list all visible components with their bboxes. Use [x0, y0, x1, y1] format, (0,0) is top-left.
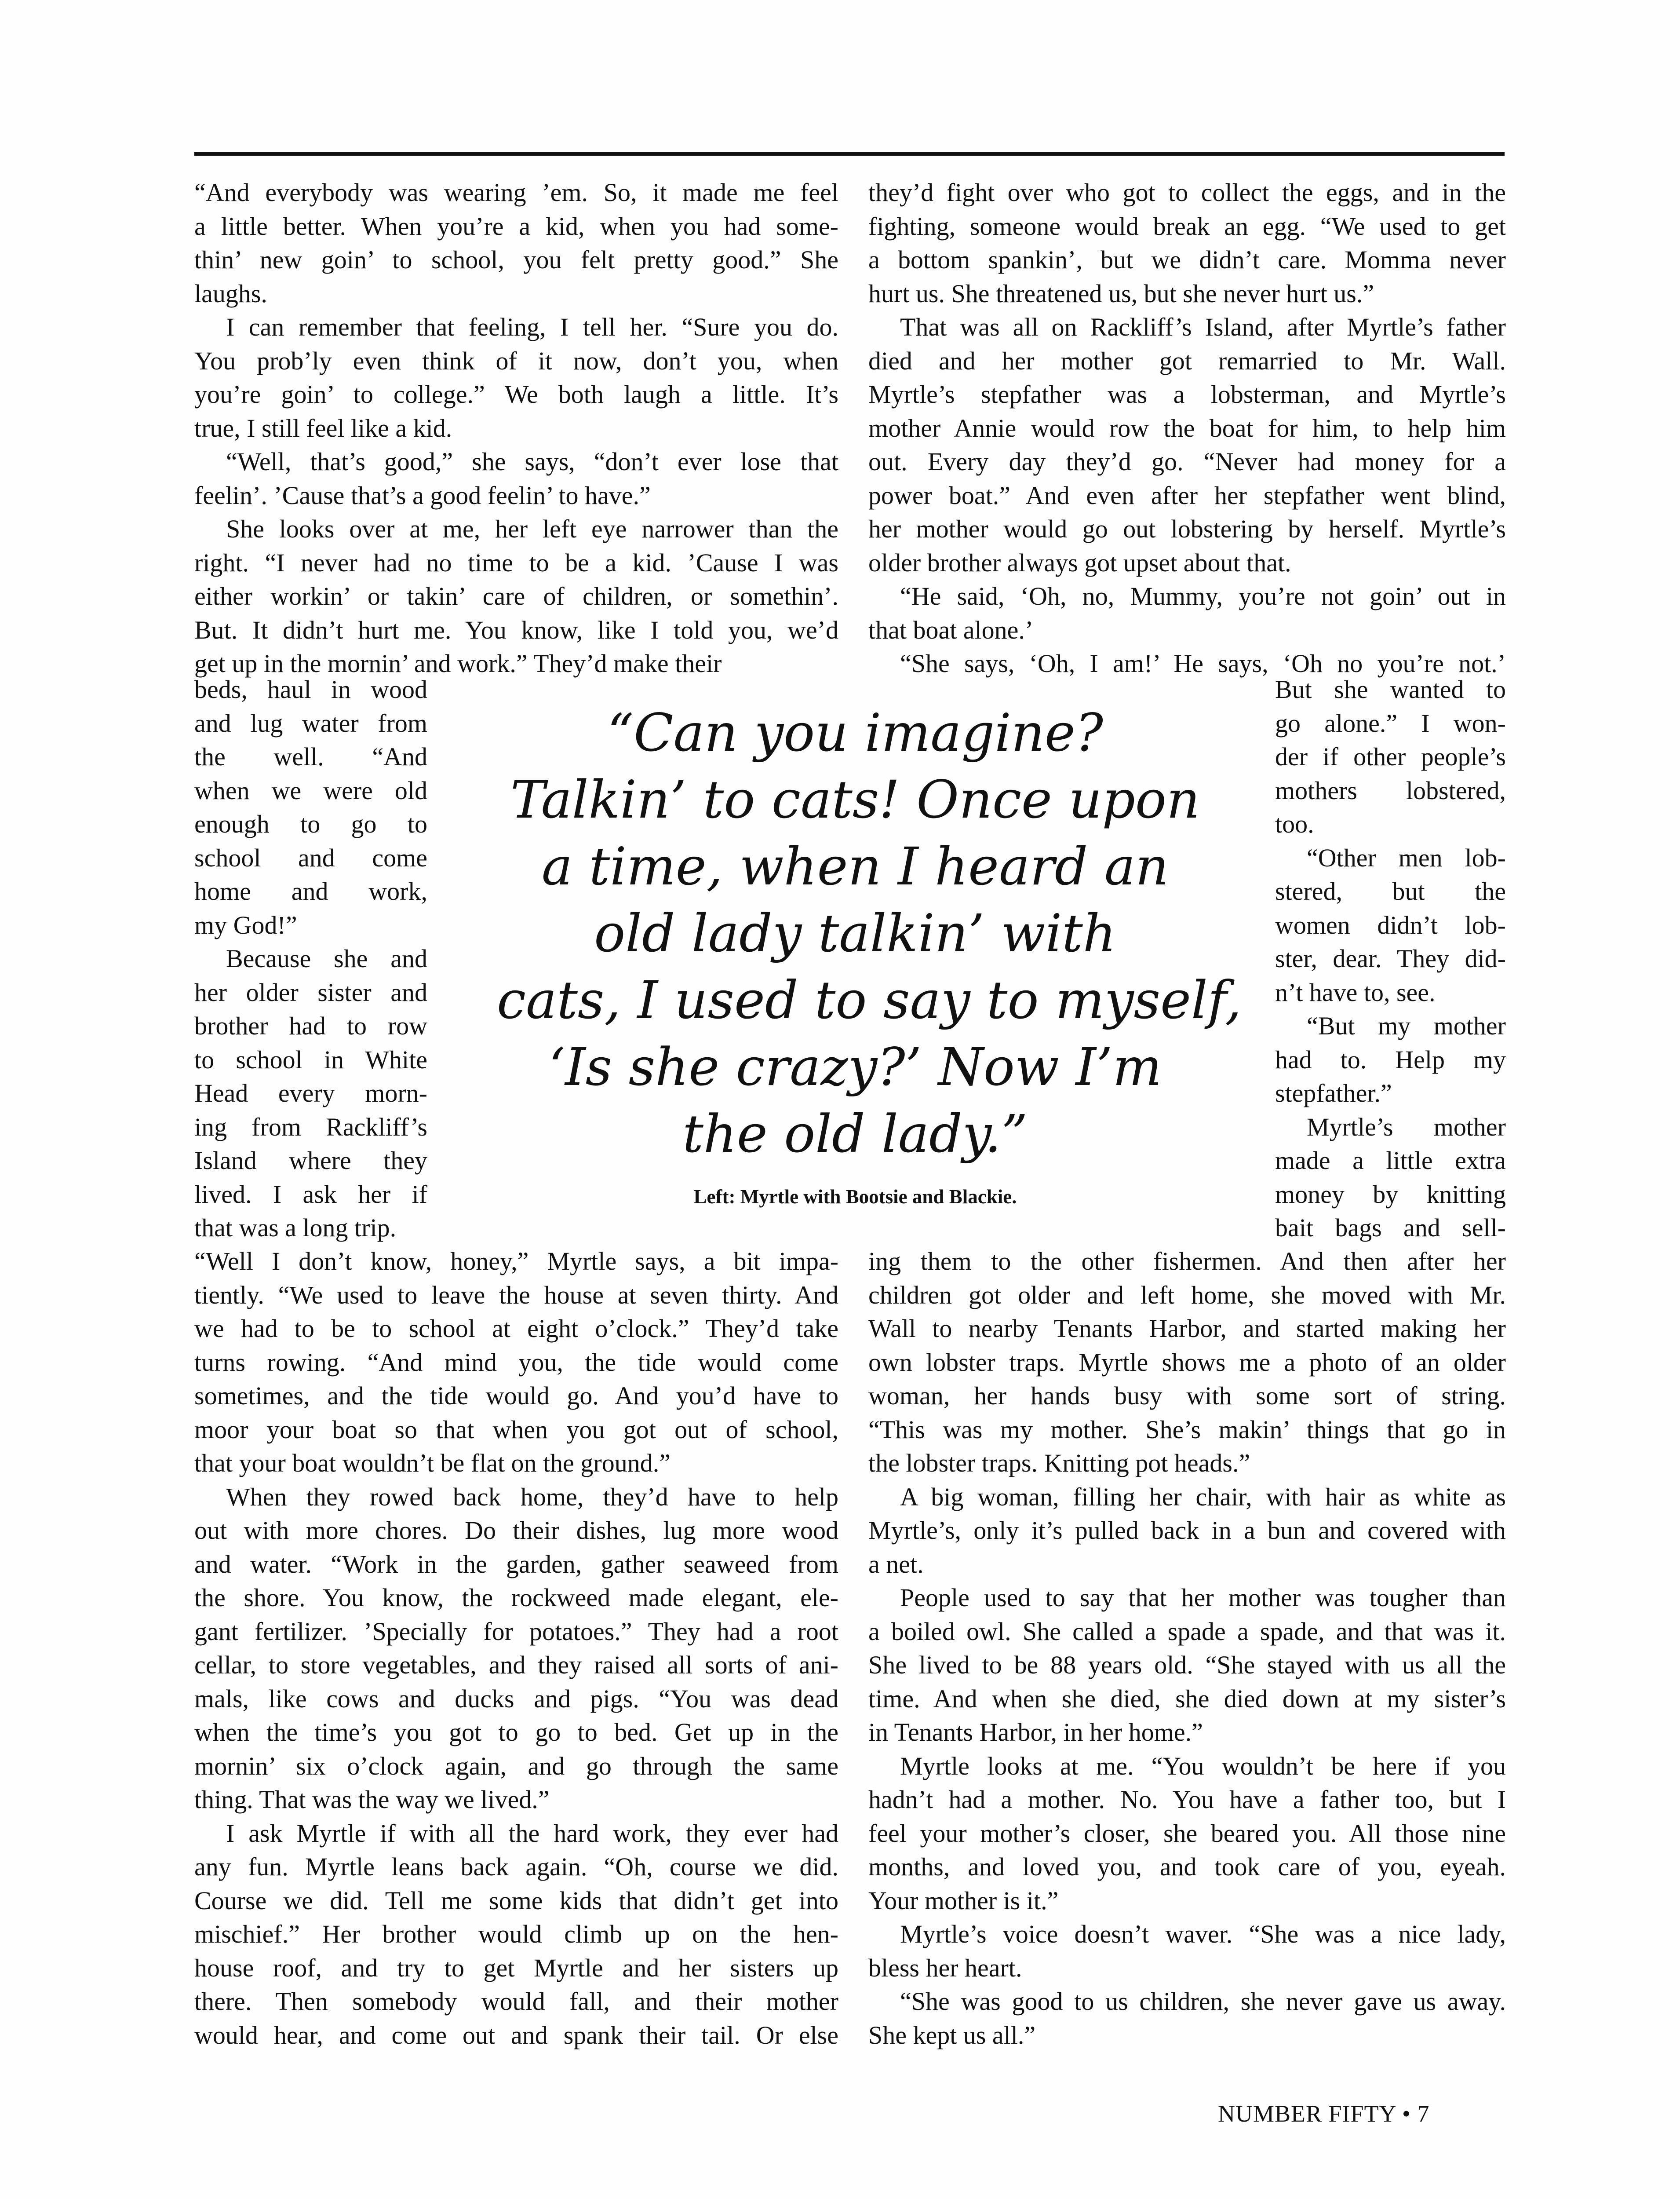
text-line: go alone.” I won- — [1275, 709, 1506, 738]
text-line: ing them to the other fishermen. And then after her — [868, 1247, 1506, 1275]
text-line: that boat alone.’ — [868, 615, 1034, 644]
text-line: n’t have to, see. — [1275, 978, 1436, 1007]
text-line: out. Every day they’d go. “Never had money for a — [868, 447, 1506, 476]
text-line: When they rowed back home, they’d have to help — [226, 1482, 838, 1511]
text-line: stepfather.” — [1275, 1079, 1392, 1107]
text-line: the well. “And — [194, 742, 427, 771]
pull-quote-line: cats, I used to say to myself, — [497, 970, 1242, 1030]
text-line: house roof, and try to get Myrtle and her sisters up — [194, 1953, 838, 1982]
text-line: and lug water from — [194, 709, 427, 738]
text-line: Head every morn- — [194, 1079, 427, 1107]
text-line: beds, haul in wood — [194, 675, 427, 704]
text-line: der if other people’s — [1275, 742, 1506, 771]
text-line: that your boat wouldn’t be flat on the ground.” — [194, 1449, 671, 1477]
text-line: lived. I ask her if — [194, 1180, 427, 1209]
text-line: “But my mother — [1307, 1012, 1506, 1040]
text-line: a little better. When you’re a kid, when you had some- — [194, 212, 838, 241]
text-line: Course we did. Tell me some kids that didn’t get into — [194, 1886, 838, 1915]
right-narrow-column — [1275, 673, 1506, 1245]
text-line: my God!” — [194, 910, 297, 939]
text-line: Myrtle’s voice doesn’t waver. “She was a nice lady, — [900, 1920, 1506, 1948]
text-line: tiently. “We used to leave the house at seven thirty. And — [194, 1280, 838, 1309]
text-line: gant fertilizer. ’Specially for potatoes.” They had a root — [194, 1617, 838, 1646]
text-line: woman, her hands busy with some sort of string. — [868, 1381, 1506, 1410]
top-rule — [194, 152, 1505, 156]
text-line: Myrtle looks at me. “You wouldn’t be here if you — [900, 1751, 1506, 1780]
right-column-top — [868, 176, 1506, 681]
text-line: enough to go to — [194, 810, 427, 838]
text-line: get up in the mornin’ and work.” They’d make their — [194, 649, 722, 678]
pull-quote-line: old lady talkin’ with — [594, 903, 1116, 964]
text-line: turns rowing. “And mind you, the tide would come — [194, 1348, 838, 1377]
text-line: in Tenants Harbor, in her home.” — [868, 1718, 1203, 1746]
photo-caption: Left: Myrtle with Bootsie and Blackie. — [693, 1186, 1017, 1208]
text-line: stered, but the — [1275, 877, 1506, 906]
text-line: laughs. — [194, 279, 267, 308]
text-line: That was all on Rackliff’s Island, after Myrtle’s father — [900, 313, 1506, 341]
text-line: hadn’t had a mother. No. You have a father too, but I — [868, 1785, 1506, 1814]
text-line: died and her mother got remarried to Mr. Wall. — [868, 346, 1506, 375]
text-line: a boiled owl. She called a spade a spade, and that was it. — [868, 1617, 1506, 1646]
pull-quote-line: a time, when I heard an — [541, 836, 1169, 897]
text-line: and water. “Work in the garden, gather seaweed from — [194, 1549, 838, 1578]
text-line: “And everybody was wearing ’em. So, it made me feel — [194, 178, 838, 207]
left-column-top — [194, 176, 838, 681]
text-line: “Other men lob- — [1307, 843, 1506, 872]
text-line: power boat.” And even after her stepfather went blind, — [868, 481, 1506, 510]
text-line: her older sister and — [194, 978, 427, 1007]
text-line: would hear, and come out and spank their tail. Or else — [194, 2020, 838, 2049]
text-line: her mother would go out lobstering by herself. Myrtle’s — [868, 515, 1506, 543]
text-line: months, and loved you, and took care of you, eyeah. — [868, 1852, 1506, 1881]
text-line: a bottom spankin’, but we didn’t care. Momma never — [868, 245, 1506, 274]
text-line: to school in White — [194, 1045, 427, 1074]
text-line: “She was good to us children, she never gave us away. — [900, 1987, 1506, 2016]
text-line: older brother always got upset about that. — [868, 548, 1291, 577]
text-line: She lived to be 88 years old. “She stayed with us all the — [868, 1651, 1506, 1679]
text-line: home and work, — [194, 877, 427, 906]
text-line: the lobster traps. Knitting pot heads.” — [868, 1449, 1250, 1477]
text-line: when we were old — [194, 776, 427, 805]
text-line: She looks over at me, her left eye narrower than the — [226, 515, 838, 543]
text-line: thing. That was the way we lived.” — [194, 1785, 550, 1814]
text-line: the shore. You know, the rockweed made elegant, ele- — [194, 1583, 838, 1612]
text-line: own lobster traps. Myrtle shows me a photo of an older — [868, 1348, 1506, 1377]
text-line: a net. — [868, 1549, 924, 1578]
text-line: mothers lobstered, — [1275, 776, 1506, 805]
text-line: any fun. Myrtle leans back again. “Oh, course we did. — [194, 1852, 838, 1881]
text-line: out with more chores. Do their dishes, lug more wood — [194, 1516, 838, 1545]
text-line: there. Then somebody would fall, and their mother — [194, 1987, 838, 2016]
text-line: that was a long trip. — [194, 1213, 397, 1242]
text-line: “Well I don’t know, honey,” Myrtle says, a bit impa- — [194, 1247, 838, 1275]
text-line: bait bags and sell- — [1275, 1213, 1506, 1242]
page-footer: NUMBER FIFTY • 7 — [1218, 2100, 1430, 2127]
text-line: sometimes, and the tide would go. And you’d have to — [194, 1381, 838, 1410]
text-line: Island where they — [194, 1146, 427, 1175]
text-line: we had to be to school at eight o’clock.” They’d take — [194, 1314, 838, 1343]
text-line: too. — [1275, 810, 1314, 838]
text-line: school and come — [194, 843, 427, 872]
text-line: But she wanted to — [1275, 675, 1506, 704]
text-line: ing from Rackliff’s — [194, 1112, 427, 1141]
text-line: bless her heart. — [868, 1953, 1022, 1982]
text-line: hurt us. She threatened us, but she never hurt us.” — [868, 279, 1374, 308]
text-line: Myrtle’s mother — [1307, 1112, 1506, 1141]
pull-quote-line: ‘Is she crazy?’ Now I’m — [548, 1037, 1162, 1097]
text-line: But. It didn’t hurt me. You know, like I told you, we’d — [194, 615, 838, 644]
text-line: feelin’. ’Cause that’s a good feelin’ to have.” — [194, 481, 651, 510]
text-line: A big woman, filling her chair, with hair as white as — [900, 1482, 1506, 1511]
text-line: Myrtle’s stepfather was a lobsterman, and Myrtle’s — [868, 380, 1506, 409]
text-line: money by knitting — [1275, 1180, 1506, 1209]
pull-quote — [497, 699, 1242, 1167]
text-line: children got older and left home, she moved with Mr. — [868, 1280, 1506, 1309]
text-line: women didn’t lob- — [1275, 910, 1506, 939]
text-line: “He said, ‘Oh, no, Mummy, you’re not goin’ out in — [900, 582, 1506, 610]
text-line: Wall to nearby Tenants Harbor, and started making her — [868, 1314, 1506, 1343]
right-column-bottom — [868, 1245, 1506, 2052]
text-line: I ask Myrtle if with all the hard work, they ever had — [226, 1819, 838, 1848]
text-line: You prob’ly even think of it now, don’t you, when — [194, 346, 838, 375]
text-line: made a little extra — [1275, 1146, 1506, 1175]
text-line: they’d fight over who got to collect the eggs, and in the — [868, 178, 1506, 207]
text-line: cellar, to store vegetables, and they raised all sorts of ani- — [194, 1651, 838, 1679]
text-line: had to. Help my — [1275, 1045, 1506, 1074]
text-line: fighting, someone would break an egg. “We used to get — [868, 212, 1506, 241]
text-line: “Well, that’s good,” she says, “don’t ever lose that — [226, 447, 838, 476]
text-line: People used to say that her mother was tougher than — [900, 1583, 1506, 1612]
text-line: thin’ new goin’ to school, you felt pretty good.” She — [194, 245, 838, 274]
text-line: Myrtle’s, only it’s pulled back in a bun and covered with — [868, 1516, 1506, 1545]
text-line: you’re goin’ to college.” We both laugh a little. It’s — [194, 380, 838, 409]
left-narrow-column — [194, 673, 427, 1245]
text-line: true, I still feel like a kid. — [194, 413, 452, 442]
pull-quote-line: the old lady.” — [682, 1103, 1028, 1164]
text-line: Because she and — [226, 944, 427, 973]
text-line: either workin’ or takin’ care of children, or somethin’. — [194, 582, 838, 610]
text-line: mother Annie would row the boat for him, to help him — [868, 413, 1506, 442]
text-line: right. “I never had no time to be a kid. ’Cause I was — [194, 548, 838, 577]
left-column-bottom — [194, 1245, 838, 2052]
text-line: “This was my mother. She’s makin’ things that go in — [868, 1415, 1506, 1444]
pull-quote-line: Talkin’ to cats! Once upon — [510, 769, 1200, 830]
text-line: feel your mother’s closer, she beared you. All those nine — [868, 1819, 1506, 1848]
text-line: She kept us all.” — [868, 2020, 1036, 2049]
text-line: brother had to row — [194, 1012, 427, 1040]
text-line: ster, dear. They did- — [1275, 944, 1506, 973]
text-line: time. And when she died, she died down at my sister’s — [868, 1684, 1506, 1713]
text-line: Your mother is it.” — [868, 1886, 1059, 1915]
text-line: mals, like cows and ducks and pigs. “You was dead — [194, 1684, 838, 1713]
text-line: mornin’ six o’clock again, and go through the same — [194, 1751, 838, 1780]
pull-quote-line: “Can you imagine? — [607, 702, 1104, 763]
text-line: I can remember that feeling, I tell her. “Sure you do. — [226, 313, 838, 341]
text-line: “She says, ‘Oh, I am!’ He says, ‘Oh no you’re not.’ — [900, 649, 1506, 678]
text-line: when the time’s you got to go to bed. Get up in the — [194, 1718, 838, 1746]
text-line: moor your boat so that when you got out of school, — [194, 1415, 838, 1444]
text-line: mischief.” Her brother would climb up on the hen- — [194, 1920, 838, 1948]
